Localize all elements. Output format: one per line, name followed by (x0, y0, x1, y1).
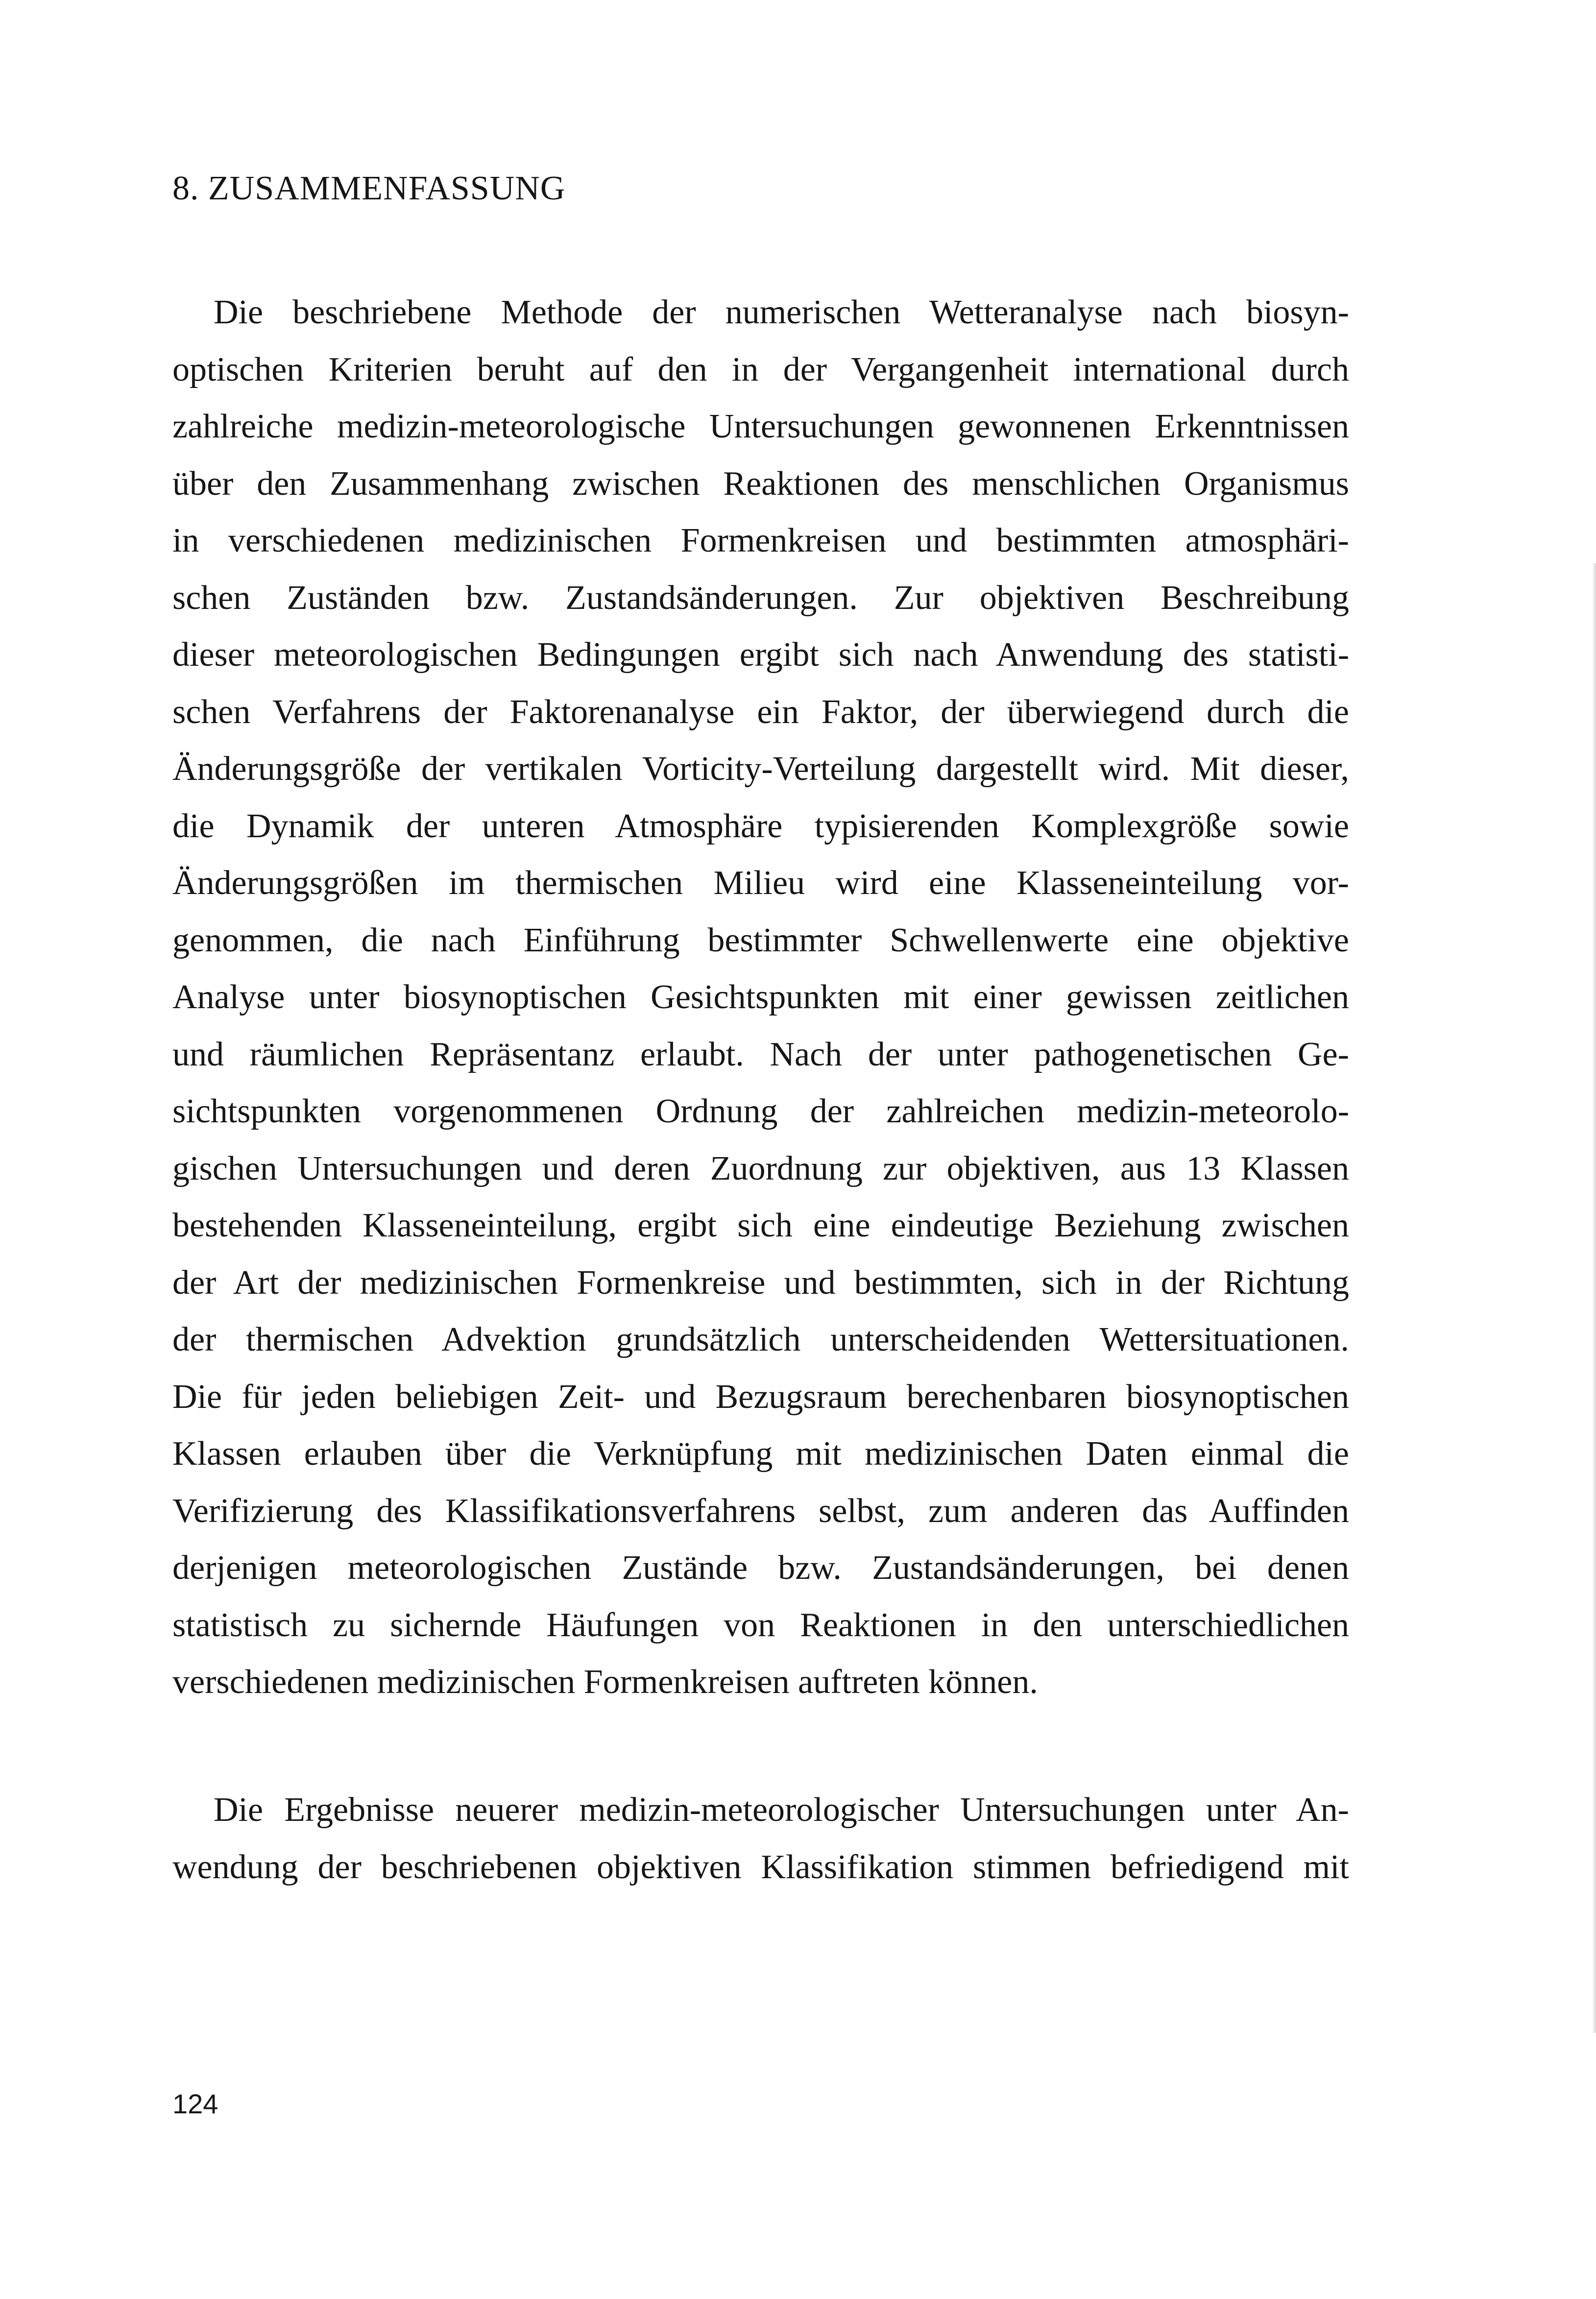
text-line: über den Zusammenhang zwischen Reaktionen des menschlichen Organismus (172, 464, 1349, 503)
text-line: schen Verfahrens der Faktorenanalyse ein Faktor, der überwiegend durch die (172, 693, 1349, 731)
text-line: der Art der medizinischen Formenkreise und bestimmten, sich in der Richtung (172, 1263, 1349, 1302)
text-line: Änderungsgröße der vertikalen Vorticity-Verteilung dargestellt wird. Mit dieser, (172, 750, 1349, 788)
text-line: in verschiedenen medizinischen Formenkreisen und bestimmten atmosphäri- (172, 522, 1349, 559)
text-line: bestehenden Klasseneinteilung, ergibt sich eine eindeutige Beziehung zwischen (172, 1207, 1349, 1244)
text-line: sichtspunkten vorgenommenen Ordnung der zahlreichen medizin-meteorolo- (172, 1092, 1349, 1130)
text-line: wendung der beschriebenen objektiven Klassifikation stimmen befriedigend mit (172, 1848, 1349, 1886)
section-heading: 8. ZUSAMMENFASSUNG (172, 169, 566, 207)
text-line: dieser meteorologischen Bedingungen ergibt sich nach Anwendung des statisti- (172, 636, 1349, 674)
text-line: derjenigen meteorologischen Zustände bzw. Zustandsänderungen, bei denen (172, 1549, 1349, 1587)
text-line: statistisch zu sichernde Häufungen von Reaktionen in den unterschiedlichen (172, 1606, 1349, 1644)
text-line: Analyse unter biosynoptischen Gesichtspunkten mit einer gewissen zeitlichen (172, 978, 1349, 1016)
text-line: Die beschriebene Methode der numerischen Wetteranalyse nach biosyn- (214, 293, 1349, 331)
text-line: und räumlichen Repräsentanz erlaubt. Nach der unter pathogenetischen Ge- (172, 1035, 1349, 1073)
text-line: Die für jeden beliebigen Zeit- und Bezugsraum berechenbaren biosynoptischen (172, 1378, 1349, 1416)
scan-edge-shadow (1592, 563, 1596, 2033)
summary-paragraph (172, 284, 1349, 1711)
text-line: Änderungsgrößen im thermischen Milieu wird eine Klasseneinteilung vor- (172, 864, 1349, 902)
text-line: gischen Untersuchungen und deren Zuordnung zur objektiven, aus 13 Klassen (172, 1149, 1349, 1187)
text-line: optischen Kriterien beruht auf den in der Vergangenheit international durch (172, 350, 1349, 388)
results-paragraph (172, 1782, 1349, 1896)
text-line: Verifizierung des Klassifikationsverfahrens selbst, zum anderen das Auffinden (172, 1492, 1349, 1530)
text-line: die Dynamik der unteren Atmosphäre typisierenden Komplexgröße sowie (172, 807, 1349, 845)
text-line: zahlreiche medizin-meteorologische Untersuchungen gewonnenen Erkenntnissen (172, 408, 1349, 445)
text-line: der thermischen Advektion grundsätzlich unterscheidenden Wettersituationen. (172, 1321, 1349, 1358)
text-line: verschiedenen medizinischen Formenkreisen auftreten können. (172, 1663, 1038, 1701)
text-line: Die Ergebnisse neuerer medizin-meteorologischer Untersuchungen unter An- (214, 1791, 1349, 1829)
text-line: Klassen erlauben über die Verknüpfung mit medizinischen Daten einmal die (172, 1435, 1349, 1473)
text-line: genommen, die nach Einführung bestimmter Schwellenwerte eine objektive (172, 921, 1349, 959)
page-number: 124 (172, 2088, 218, 2119)
text-line: schen Zuständen bzw. Zustandsänderungen. Zur objektiven Beschreibung (172, 579, 1349, 617)
